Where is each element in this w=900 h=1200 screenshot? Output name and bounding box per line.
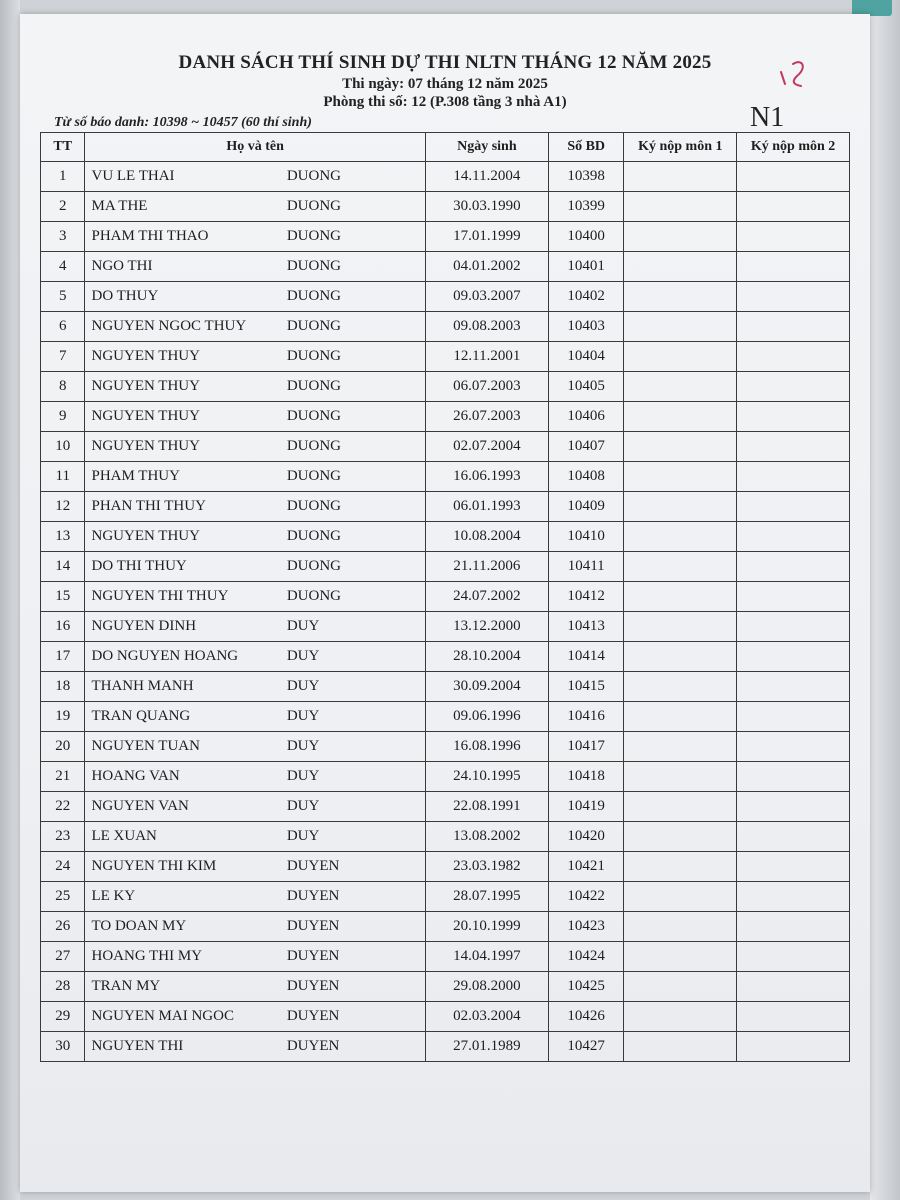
- candidate-dob: 20.10.1999: [425, 912, 548, 942]
- exam-roster-sheet: [20, 14, 870, 1192]
- candidate-name: [85, 252, 425, 282]
- signature-cell-1[interactable]: [624, 312, 737, 342]
- row-number: 12: [41, 492, 85, 522]
- candidate-family-name: NGUYEN THI KIM: [91, 858, 217, 874]
- candidate-dob: 24.07.2002: [425, 582, 548, 612]
- row-number: 3: [41, 222, 85, 252]
- row-number: 9: [41, 402, 85, 432]
- signature-cell-1[interactable]: [624, 642, 737, 672]
- candidate-given-name: DUY: [286, 768, 320, 784]
- candidate-name: [85, 342, 425, 372]
- candidate-family-name: NGUYEN THI THUY: [91, 588, 229, 604]
- candidate-name: [85, 822, 425, 852]
- candidate-family-name: NGUYEN NGOC THUY: [91, 318, 247, 334]
- signature-cell-2[interactable]: [737, 552, 850, 582]
- table-row: [41, 162, 850, 192]
- candidate-name: [85, 222, 425, 252]
- signature-cell-1[interactable]: [624, 792, 737, 822]
- row-number: 30: [41, 1032, 85, 1062]
- signature-cell-1[interactable]: [624, 372, 737, 402]
- candidate-id: 10411: [548, 552, 624, 582]
- candidate-name: [85, 162, 425, 192]
- candidate-family-name: NGUYEN THUY: [91, 528, 200, 544]
- table-row: [41, 582, 850, 612]
- row-number: 28: [41, 972, 85, 1002]
- row-number: 25: [41, 882, 85, 912]
- signature-cell-1[interactable]: [624, 402, 737, 432]
- candidate-given-name: DUYEN: [286, 1038, 340, 1054]
- candidate-dob: 02.03.2004: [425, 1002, 548, 1032]
- signature-cell-2[interactable]: [737, 222, 850, 252]
- signature-cell-2[interactable]: [737, 642, 850, 672]
- candidate-dob: 22.08.1991: [425, 792, 548, 822]
- table-row: [41, 1002, 850, 1032]
- signature-cell-1[interactable]: [624, 342, 737, 372]
- candidate-dob: 23.03.1982: [425, 852, 548, 882]
- signature-cell-2[interactable]: [737, 462, 850, 492]
- signature-cell-2[interactable]: [737, 852, 850, 882]
- candidate-family-name: PHAM THI THAO: [91, 228, 209, 244]
- signature-cell-1[interactable]: [624, 852, 737, 882]
- candidate-name: [85, 582, 425, 612]
- table-row: [41, 912, 850, 942]
- row-number: 6: [41, 312, 85, 342]
- handwritten-number-mark: [775, 54, 815, 98]
- candidate-given-name: DUONG: [286, 288, 341, 304]
- row-number: 11: [41, 462, 85, 492]
- table-row: [41, 972, 850, 1002]
- candidate-id: 10415: [548, 672, 624, 702]
- candidate-family-name: LE KY: [91, 888, 136, 904]
- row-number: 10: [41, 432, 85, 462]
- candidate-id: 10426: [548, 1002, 624, 1032]
- signature-cell-2[interactable]: [737, 432, 850, 462]
- signature-cell-2[interactable]: [737, 822, 850, 852]
- signature-cell-1[interactable]: [624, 912, 737, 942]
- signature-cell-2[interactable]: [737, 672, 850, 702]
- candidate-id: 10401: [548, 252, 624, 282]
- signature-cell-2[interactable]: [737, 492, 850, 522]
- row-number: 29: [41, 1002, 85, 1032]
- candidate-dob: 12.11.2001: [425, 342, 548, 372]
- table-row: [41, 852, 850, 882]
- row-number: 8: [41, 372, 85, 402]
- row-number: 14: [41, 552, 85, 582]
- table-row: [41, 342, 850, 372]
- signature-cell-1[interactable]: [624, 432, 737, 462]
- candidate-family-name: LE XUAN: [91, 828, 157, 844]
- exam-room: Phòng thi số: 12 (P.308 tầng 3 nhà A1): [323, 94, 567, 110]
- candidate-id: 10412: [548, 582, 624, 612]
- candidate-given-name: DUONG: [286, 468, 341, 484]
- candidate-id: 10400: [548, 222, 624, 252]
- document-title: DANH SÁCH THÍ SINH DỰ THI NLTN THÁNG 12 NĂM 2025: [178, 52, 712, 73]
- signature-cell-2[interactable]: [737, 942, 850, 972]
- candidate-family-name: DO THUY: [91, 288, 159, 304]
- table-row: [41, 1032, 850, 1062]
- candidate-given-name: DUONG: [286, 258, 341, 274]
- candidate-dob: 04.01.2002: [425, 252, 548, 282]
- table-row: [41, 552, 850, 582]
- candidate-dob: 13.08.2002: [425, 822, 548, 852]
- candidate-name: [85, 432, 425, 462]
- row-number: 15: [41, 582, 85, 612]
- signature-cell-1[interactable]: [624, 702, 737, 732]
- candidate-name: [85, 852, 425, 882]
- candidate-dob: 29.08.2000: [425, 972, 548, 1002]
- candidate-name: [85, 912, 425, 942]
- signature-cell-2[interactable]: [737, 522, 850, 552]
- signature-cell-1[interactable]: [624, 1032, 737, 1062]
- signature-cell-2[interactable]: [737, 282, 850, 312]
- signature-cell-1[interactable]: [624, 462, 737, 492]
- candidate-name: [85, 312, 425, 342]
- signature-cell-1[interactable]: [624, 612, 737, 642]
- table-row: [41, 672, 850, 702]
- table-row: [41, 612, 850, 642]
- candidate-given-name: DUONG: [286, 408, 341, 424]
- table-row: [41, 762, 850, 792]
- signature-cell-1[interactable]: [624, 162, 737, 192]
- header-sig2: Ký nộp môn 2: [737, 133, 850, 162]
- candidate-dob: 28.10.2004: [425, 642, 548, 672]
- candidate-name: [85, 402, 425, 432]
- candidate-id: 10407: [548, 432, 624, 462]
- signature-cell-2[interactable]: [737, 732, 850, 762]
- candidate-id: 10405: [548, 372, 624, 402]
- candidate-name: [85, 492, 425, 522]
- table-row: [41, 942, 850, 972]
- candidate-name: [85, 642, 425, 672]
- candidate-name: [85, 1002, 425, 1032]
- row-number: 19: [41, 702, 85, 732]
- row-number: 13: [41, 522, 85, 552]
- candidate-family-name: HOANG THI MY: [91, 948, 203, 964]
- candidate-name: [85, 792, 425, 822]
- header-dob: Ngày sinh: [425, 133, 548, 162]
- candidate-family-name: VU LE THAI: [91, 168, 175, 184]
- table-row: [41, 222, 850, 252]
- candidate-name: [85, 942, 425, 972]
- candidate-table: [40, 132, 850, 1062]
- signature-cell-1[interactable]: [624, 252, 737, 282]
- table-row: [41, 732, 850, 762]
- row-number: 22: [41, 792, 85, 822]
- candidate-family-name: NGUYEN DINH: [91, 618, 197, 634]
- candidate-family-name: NGUYEN THI: [91, 1038, 184, 1054]
- candidate-given-name: DUY: [286, 738, 320, 754]
- candidate-id: 10427: [548, 1032, 624, 1062]
- candidate-name: [85, 882, 425, 912]
- candidate-dob: 28.07.1995: [425, 882, 548, 912]
- header-tt: TT: [41, 133, 85, 162]
- candidate-given-name: DUONG: [286, 198, 341, 214]
- signature-cell-2[interactable]: [737, 762, 850, 792]
- signature-cell-1[interactable]: [624, 882, 737, 912]
- candidate-family-name: HOANG VAN: [91, 768, 180, 784]
- signature-cell-1[interactable]: [624, 762, 737, 792]
- candidate-id: 10403: [548, 312, 624, 342]
- row-number: 24: [41, 852, 85, 882]
- candidate-dob: 21.11.2006: [425, 552, 548, 582]
- candidate-id: 10420: [548, 822, 624, 852]
- signature-cell-1[interactable]: [624, 552, 737, 582]
- candidate-dob: 16.08.1996: [425, 732, 548, 762]
- candidate-family-name: TO DOAN MY: [91, 918, 187, 934]
- table-row: [41, 312, 850, 342]
- candidate-name: [85, 1032, 425, 1062]
- signature-cell-1[interactable]: [624, 942, 737, 972]
- row-number: 16: [41, 612, 85, 642]
- candidate-id: 10424: [548, 942, 624, 972]
- signature-cell-1[interactable]: [624, 582, 737, 612]
- candidate-family-name: THANH MANH: [91, 678, 194, 694]
- candidate-name: [85, 972, 425, 1002]
- candidate-dob: 06.07.2003: [425, 372, 548, 402]
- table-body: [41, 162, 850, 1062]
- candidate-dob: 30.09.2004: [425, 672, 548, 702]
- table-row: [41, 702, 850, 732]
- candidate-family-name: TRAN MY: [91, 978, 161, 994]
- candidate-given-name: DUONG: [286, 438, 341, 454]
- candidate-family-name: PHAM THUY: [91, 468, 180, 484]
- candidate-name: [85, 522, 425, 552]
- table-row: [41, 882, 850, 912]
- signature-cell-1[interactable]: [624, 492, 737, 522]
- table-row: [41, 402, 850, 432]
- table-row: [41, 192, 850, 222]
- candidate-id: 10418: [548, 762, 624, 792]
- candidate-id: 10402: [548, 282, 624, 312]
- signature-cell-2[interactable]: [737, 972, 850, 1002]
- candidate-name: [85, 762, 425, 792]
- candidate-family-name: NGUYEN VAN: [91, 798, 189, 814]
- candidate-given-name: DUONG: [286, 558, 341, 574]
- row-number: 21: [41, 762, 85, 792]
- candidate-dob: 09.08.2003: [425, 312, 548, 342]
- table-row: [41, 522, 850, 552]
- table-row: [41, 462, 850, 492]
- candidate-family-name: NGUYEN THUY: [91, 438, 200, 454]
- row-number: 5: [41, 282, 85, 312]
- signature-cell-2[interactable]: [737, 192, 850, 222]
- candidate-id: 10417: [548, 732, 624, 762]
- candidate-id: 10425: [548, 972, 624, 1002]
- table-row: [41, 432, 850, 462]
- signature-cell-1[interactable]: [624, 672, 737, 702]
- candidate-dob: 13.12.2000: [425, 612, 548, 642]
- signature-cell-1[interactable]: [624, 1002, 737, 1032]
- candidate-id: 10413: [548, 612, 624, 642]
- candidate-dob: 16.06.1993: [425, 462, 548, 492]
- candidate-given-name: DUYEN: [286, 978, 340, 994]
- row-number: 17: [41, 642, 85, 672]
- table-row: [41, 492, 850, 522]
- exam-date: Thi ngày: 07 tháng 12 năm 2025: [342, 76, 548, 92]
- candidate-family-name: NGUYEN THUY: [91, 348, 200, 364]
- row-number: 20: [41, 732, 85, 762]
- candidate-id: 10419: [548, 792, 624, 822]
- row-number: 2: [41, 192, 85, 222]
- table-header-row: [41, 133, 850, 162]
- candidate-given-name: DUONG: [286, 528, 341, 544]
- signature-cell-2[interactable]: [737, 1032, 850, 1062]
- signature-cell-1[interactable]: [624, 222, 737, 252]
- signature-cell-2[interactable]: [737, 252, 850, 282]
- candidate-id: 10408: [548, 462, 624, 492]
- candidate-id: 10421: [548, 852, 624, 882]
- table-row: [41, 252, 850, 282]
- candidate-dob: 27.01.1989: [425, 1032, 548, 1062]
- row-number: 23: [41, 822, 85, 852]
- candidate-given-name: DUY: [286, 618, 320, 634]
- signature-cell-2[interactable]: [737, 912, 850, 942]
- candidate-family-name: PHAN THI THUY: [91, 498, 206, 514]
- candidate-dob: 26.07.2003: [425, 402, 548, 432]
- candidate-name: [85, 732, 425, 762]
- candidate-id: 10422: [548, 882, 624, 912]
- candidate-name: [85, 672, 425, 702]
- candidate-id: 10410: [548, 522, 624, 552]
- signature-cell-2[interactable]: [737, 312, 850, 342]
- header-name: Họ và tên: [85, 133, 425, 162]
- header-sig1: Ký nộp môn 1: [624, 133, 737, 162]
- signature-cell-2[interactable]: [737, 612, 850, 642]
- candidate-id: 10423: [548, 912, 624, 942]
- candidate-given-name: DUONG: [286, 318, 341, 334]
- candidate-family-name: NGUYEN TUAN: [91, 738, 200, 754]
- candidate-family-name: DO THI THUY: [91, 558, 187, 574]
- candidate-dob: 14.04.1997: [425, 942, 548, 972]
- row-number: 1: [41, 162, 85, 192]
- candidate-given-name: DUONG: [286, 228, 341, 244]
- candidate-given-name: DUYEN: [286, 918, 340, 934]
- candidate-id: 10406: [548, 402, 624, 432]
- table-row: [41, 822, 850, 852]
- candidate-given-name: DUYEN: [286, 948, 340, 964]
- candidate-given-name: DUY: [286, 828, 320, 844]
- candidate-given-name: DUONG: [286, 588, 341, 604]
- signature-cell-2[interactable]: [737, 372, 850, 402]
- candidate-given-name: DUYEN: [286, 888, 340, 904]
- signature-cell-2[interactable]: [737, 702, 850, 732]
- candidate-family-name: NGUYEN MAI NGOC: [91, 1008, 234, 1024]
- group-label: N1: [750, 102, 785, 133]
- candidate-name: [85, 462, 425, 492]
- candidate-name: [85, 552, 425, 582]
- signature-cell-1[interactable]: [624, 522, 737, 552]
- candidate-dob: 06.01.1993: [425, 492, 548, 522]
- candidate-given-name: DUONG: [286, 168, 341, 184]
- candidate-given-name: DUYEN: [286, 858, 340, 874]
- signature-cell-2[interactable]: [737, 882, 850, 912]
- row-number: 4: [41, 252, 85, 282]
- signature-cell-2[interactable]: [737, 1002, 850, 1032]
- candidate-given-name: DUY: [286, 648, 320, 664]
- candidate-family-name: NGUYEN THUY: [91, 408, 200, 424]
- candidate-family-name: TRAN QUANG: [91, 708, 191, 724]
- candidate-id-range: Từ số báo danh: 10398 ~ 10457 (60 thí sinh): [54, 115, 312, 130]
- candidate-name: [85, 702, 425, 732]
- table-row: [41, 642, 850, 672]
- signature-cell-1[interactable]: [624, 282, 737, 312]
- signature-cell-1[interactable]: [624, 972, 737, 1002]
- candidate-name: [85, 282, 425, 312]
- candidate-id: 10398: [548, 162, 624, 192]
- candidate-family-name: NGUYEN THUY: [91, 378, 200, 394]
- header-sbd: Số BD: [548, 133, 624, 162]
- signature-cell-1[interactable]: [624, 732, 737, 762]
- candidate-id: 10409: [548, 492, 624, 522]
- signature-cell-2[interactable]: [737, 342, 850, 372]
- candidate-given-name: DUY: [286, 678, 320, 694]
- signature-cell-1[interactable]: [624, 822, 737, 852]
- candidate-name: [85, 372, 425, 402]
- candidate-id: 10414: [548, 642, 624, 672]
- signature-cell-2[interactable]: [737, 402, 850, 432]
- row-number: 27: [41, 942, 85, 972]
- candidate-dob: 30.03.1990: [425, 192, 548, 222]
- candidate-dob: 09.06.1996: [425, 702, 548, 732]
- candidate-dob: 24.10.1995: [425, 762, 548, 792]
- candidate-family-name: MA THE: [91, 198, 148, 214]
- candidate-given-name: DUONG: [286, 378, 341, 394]
- candidate-dob: 02.07.2004: [425, 432, 548, 462]
- background-left-edge: [0, 0, 20, 1200]
- candidate-dob: 17.01.1999: [425, 222, 548, 252]
- signature-cell-2[interactable]: [737, 582, 850, 612]
- row-number: 26: [41, 912, 85, 942]
- candidate-id: 10404: [548, 342, 624, 372]
- candidate-given-name: DUY: [286, 798, 320, 814]
- row-number: 7: [41, 342, 85, 372]
- table-row: [41, 282, 850, 312]
- table-row: [41, 792, 850, 822]
- candidate-given-name: DUONG: [286, 498, 341, 514]
- candidate-given-name: DUONG: [286, 348, 341, 364]
- candidate-id: 10399: [548, 192, 624, 222]
- candidate-family-name: NGO THI: [91, 258, 153, 274]
- candidate-dob: 14.11.2004: [425, 162, 548, 192]
- signature-cell-2[interactable]: [737, 162, 850, 192]
- signature-cell-2[interactable]: [737, 792, 850, 822]
- candidate-dob: 09.03.2007: [425, 282, 548, 312]
- row-number: 18: [41, 672, 85, 702]
- background-right-edge: [870, 0, 900, 1200]
- signature-cell-1[interactable]: [624, 192, 737, 222]
- candidate-dob: 10.08.2004: [425, 522, 548, 552]
- candidate-name: [85, 612, 425, 642]
- candidate-family-name: DO NGUYEN HOANG: [91, 648, 239, 664]
- candidate-given-name: DUYEN: [286, 1008, 340, 1024]
- candidate-given-name: DUY: [286, 708, 320, 724]
- table-row: [41, 372, 850, 402]
- candidate-name: [85, 192, 425, 222]
- candidate-id: 10416: [548, 702, 624, 732]
